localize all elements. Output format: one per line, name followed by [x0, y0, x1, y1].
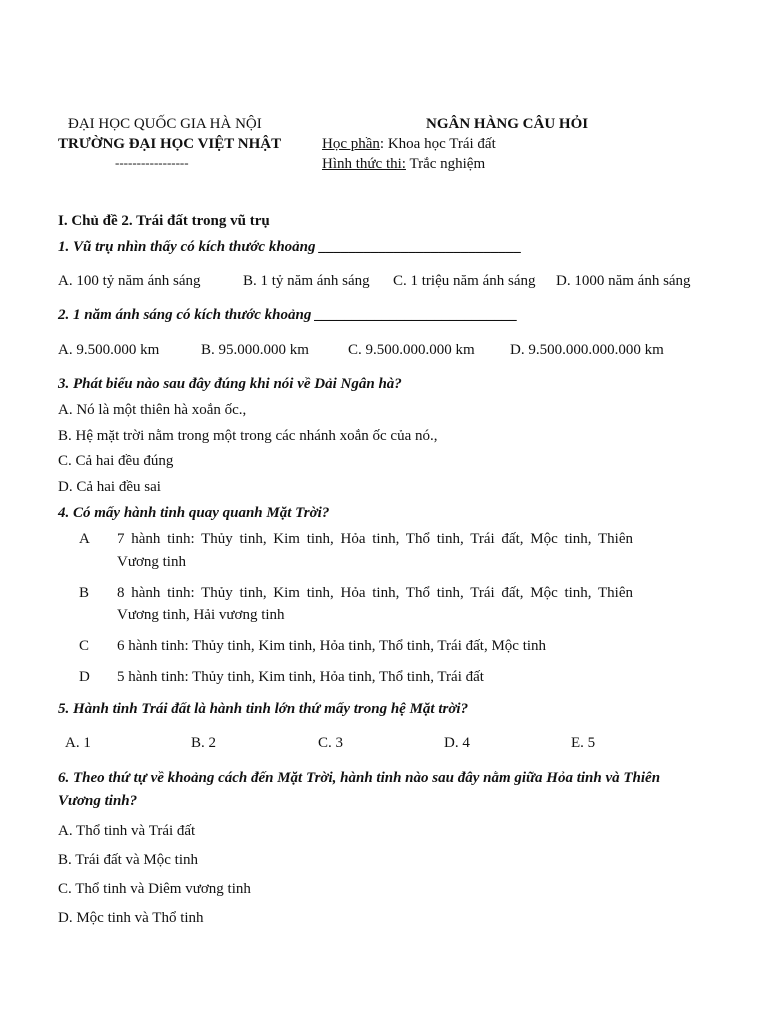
q3-option-d: D. Cả hai đều sai [58, 479, 161, 495]
q5-option-e: E. 5 [571, 735, 596, 751]
question-2: 2. 1 năm ánh sáng có kích thước khoảng ___________________________ [58, 307, 518, 323]
exam-type-label: Hình thức thi: [322, 156, 406, 172]
course-label: Học phần [322, 136, 380, 152]
q4-option-b-line1: 8 hành tinh: Thủy tinh, Kim tinh, Hỏa tinh, Thổ tinh, Trái đất, Mộc tinh, Thiên [117, 585, 633, 601]
q6-option-d: D. Mộc tinh và Thổ tinh [58, 910, 204, 926]
q6-option-c: C. Thổ tinh và Diêm vương tinh [58, 881, 251, 897]
q4-option-d-text: 5 hành tinh: Thủy tinh, Kim tinh, Hỏa tinh, Thổ tinh, Trái đất [117, 669, 484, 685]
course-line [322, 136, 496, 153]
school-name: TRƯỜNG ĐẠI HỌC VIỆT NHẬT [58, 136, 282, 152]
question-1: 1. Vũ trụ nhìn thấy có kích thước khoảng ___________________________ [58, 239, 522, 255]
q4-option-a-letter: A [79, 531, 90, 547]
q2-option-d: D. 9.500.000.000.000 km [510, 342, 664, 358]
q1-option-b: B. 1 tỷ năm ánh sáng [243, 273, 370, 289]
q3-option-a: A. Nó là một thiên hà xoắn ốc., [58, 402, 247, 418]
q4-option-a-line2: Vương tinh [117, 554, 186, 570]
q1-option-c: C. 1 triệu năm ánh sáng [393, 273, 536, 289]
question-3: 3. Phát biểu nào sau đây đúng khi nói về Dải Ngân hà? [58, 376, 402, 392]
q4-option-c-text: 6 hành tinh: Thủy tinh, Kim tinh, Hỏa tinh, Thổ tinh, Trái đất, Mộc tinh [117, 638, 547, 654]
q3-option-b: B. Hệ mặt trời nằm trong một trong các nhánh xoắn ốc của nó., [58, 428, 438, 444]
q6-option-a: A. Thổ tinh và Trái đất [58, 823, 196, 839]
question-4: 4. Có mấy hành tinh quay quanh Mặt Trời? [58, 505, 330, 521]
exam-type-line [322, 156, 485, 173]
q2-option-a: A. 9.500.000 km [58, 342, 160, 358]
question-5: 5. Hành tinh Trái đất là hành tinh lớn thứ mấy trong hệ Mặt trời? [58, 701, 469, 717]
q5-option-d: D. 4 [444, 735, 470, 751]
q6-option-b: B. Trái đất và Mộc tinh [58, 852, 199, 868]
q4-option-d-letter: D [79, 669, 90, 685]
q5-option-a: A. 1 [65, 735, 91, 751]
q4-option-b-line2: Vương tinh, Hải vương tinh [117, 607, 285, 623]
question-6-line2: Vương tinh? [58, 793, 138, 809]
exam-type-value: Trắc nghiệm [405, 156, 486, 172]
header-divider: ----------------- [115, 155, 189, 170]
q2-option-c: C. 9.500.000.000 km [348, 342, 475, 358]
university-name: ĐẠI HỌC QUỐC GIA HÀ NỘI [68, 116, 262, 132]
course-value: : Khoa học Trái đất [379, 136, 496, 152]
section-title: I. Chủ đề 2. Trái đất trong vũ trụ [58, 213, 270, 229]
q1-option-d: D. 1000 năm ánh sáng [556, 273, 691, 289]
q5-option-b: B. 2 [191, 735, 217, 751]
q4-option-b-letter: B [79, 585, 90, 601]
question-6-line1: 6. Theo thứ tự về khoảng cách đến Mặt Trời, hành tinh nào sau đây nằm giữa Hỏa tinh và Thiên [58, 770, 661, 786]
q4-option-a-line1: 7 hành tinh: Thủy tinh, Kim tinh, Hỏa tinh, Thổ tinh, Trái đất, Mộc tinh, Thiên [117, 531, 633, 547]
q3-option-c: C. Cả hai đều đúng [58, 453, 174, 469]
q5-option-c: C. 3 [318, 735, 344, 751]
q4-option-c-letter: C [79, 638, 90, 654]
q2-option-b: B. 95.000.000 km [201, 342, 309, 358]
q1-option-a: A. 100 tỷ năm ánh sáng [58, 273, 201, 289]
document-title: NGÂN HÀNG CÂU HỎI [426, 116, 589, 132]
